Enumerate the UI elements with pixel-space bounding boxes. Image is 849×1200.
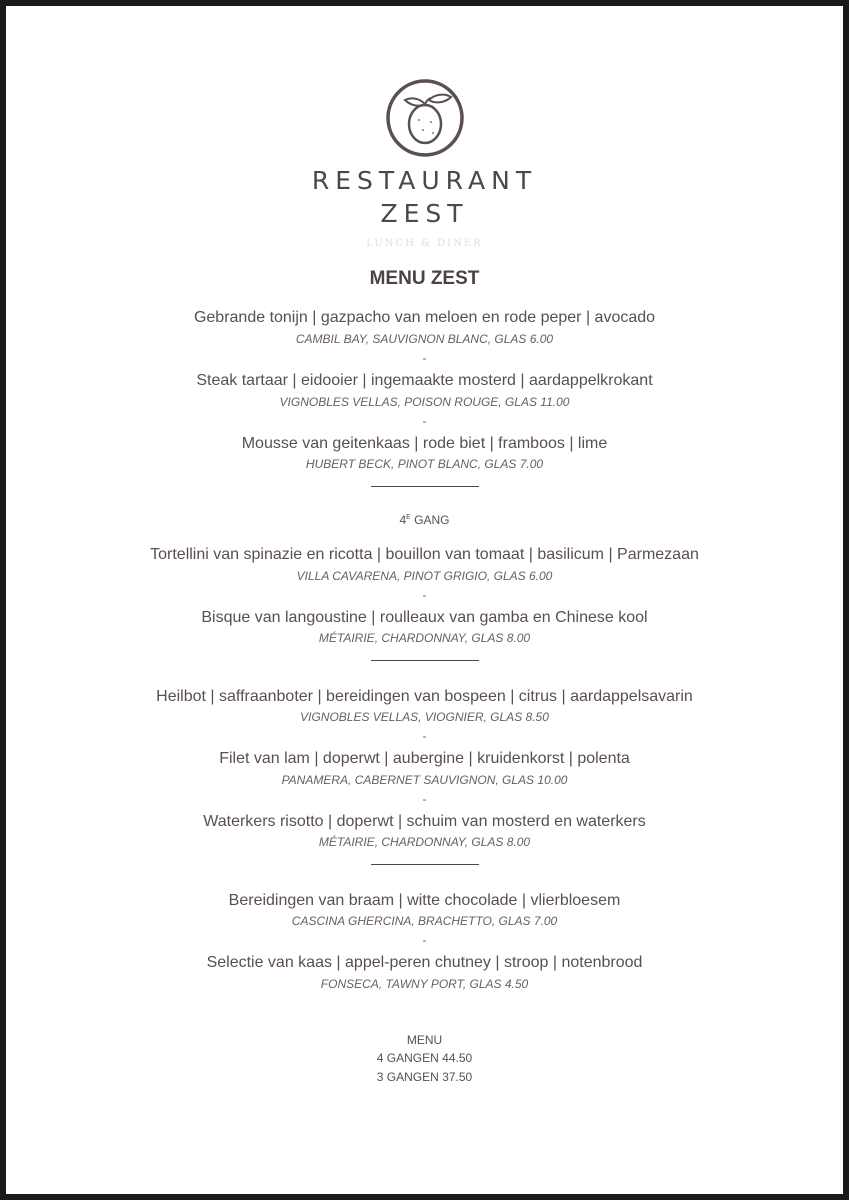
brand-name-line2: ZEST xyxy=(380,199,469,228)
page-title: MENU ZEST xyxy=(369,268,480,289)
price-four-courses: 4 GANGEN 44.50 xyxy=(376,1051,473,1065)
dish-name: Gebrande tonijn | gazpacho van meloen en rode peper | avocado xyxy=(193,309,656,326)
dish-separator: - xyxy=(422,588,427,602)
dish-separator: - xyxy=(422,351,427,365)
dish-name: Heilbot | saffraanboter | bereidingen van bospeen | citrus | aardappelsavarin xyxy=(156,688,693,705)
wine-pairing: FONSECA, TAWNY PORT, GLAS 4.50 xyxy=(320,977,529,991)
pricing-label: MENU xyxy=(406,1033,443,1047)
dish-name: Tortellini van spinazie en ricotta | bouillon van tomaat | basilicum | Parmezaan xyxy=(150,546,699,563)
lemon-logo-icon xyxy=(385,78,465,158)
course-label xyxy=(6,513,843,527)
menu-page xyxy=(6,6,843,1194)
wine-pairing: MÉTAIRIE, CHARDONNAY, GLAS 8.00 xyxy=(318,631,531,645)
wine-pairing: PANAMERA, CABERNET SAUVIGNON, GLAS 10.00 xyxy=(281,773,568,787)
course-divider xyxy=(371,864,479,865)
wine-pairing: VIGNOBLES VELLAS, POISON ROUGE, GLAS 11.00 xyxy=(279,395,570,409)
tagline: LUNCH & DINER xyxy=(366,238,483,249)
brand-name-line1: RESTAURANT xyxy=(311,166,538,195)
course-divider xyxy=(371,660,479,661)
wine-pairing: HUBERT BECK, PINOT BLANC, GLAS 7.00 xyxy=(305,457,544,471)
price-three-courses: 3 GANGEN 37.50 xyxy=(376,1070,473,1084)
wine-pairing: VILLA CAVARENA, PINOT GRIGIO, GLAS 6.00 xyxy=(296,569,553,583)
wine-pairing: CASCINA GHERCINA, BRACHETTO, GLAS 7.00 xyxy=(291,914,558,928)
wine-pairing: CAMBIL BAY, SAUVIGNON BLANC, GLAS 6.00 xyxy=(295,332,554,346)
dish-separator: - xyxy=(422,792,427,806)
wine-pairing: VIGNOBLES VELLAS, VIOGNIER, GLAS 8.50 xyxy=(300,710,549,724)
restaurant-logo xyxy=(6,78,843,158)
dish-name: Waterkers risotto | doperwt | schuim van mosterd en waterkers xyxy=(203,813,646,830)
dish-separator: - xyxy=(422,729,427,743)
wine-pairing: MÉTAIRIE, CHARDONNAY, GLAS 8.00 xyxy=(318,835,531,849)
dish-name: Bereidingen van braam | witte chocolade | vlierbloesem xyxy=(228,892,621,909)
dish-name: Bisque van langoustine | roulleaux van gamba en Chinese kool xyxy=(201,609,648,626)
dish-name: Mousse van geitenkaas | rode biet | framboos | lime xyxy=(241,435,608,452)
course-divider xyxy=(371,486,479,487)
dish-name: Filet van lam | doperwt | aubergine | kruidenkorst | polenta xyxy=(219,750,630,767)
course-label-number: 4 xyxy=(399,513,407,527)
course-label-superscript: E xyxy=(406,514,411,521)
dish-name: Selectie van kaas | appel-peren chutney | stroop | notenbrood xyxy=(206,954,643,971)
dish-separator: - xyxy=(422,414,427,428)
course-label-text: GANG xyxy=(410,513,450,527)
dish-name: Steak tartaar | eidooier | ingemaakte mosterd | aardappelkrokant xyxy=(196,372,653,389)
dish-separator: - xyxy=(422,933,427,947)
